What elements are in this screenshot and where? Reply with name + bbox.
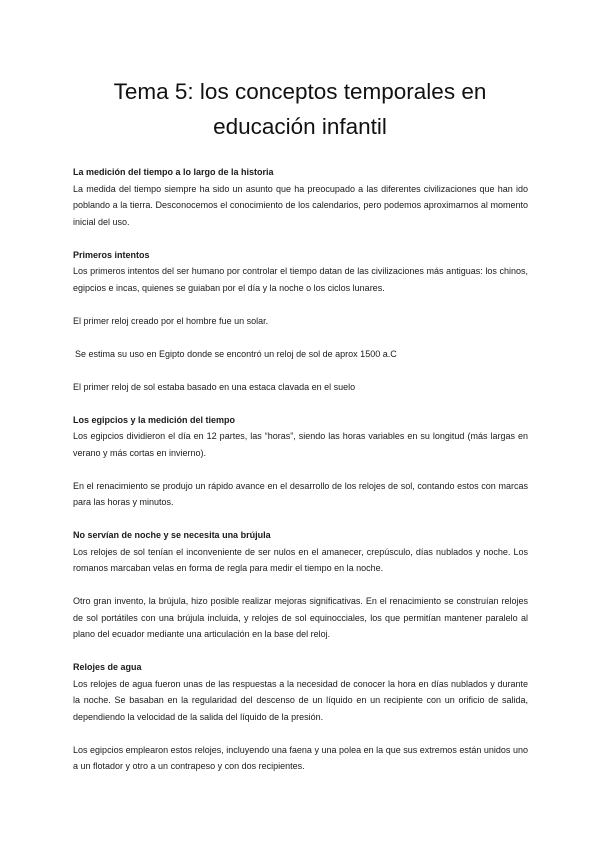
paragraph: El primer reloj de sol estaba basado en una estaca clavada en el suelo — [73, 381, 356, 392]
paragraph: Otro gran invento, la brújula, hizo posible realizar mejoras significativas. En el renacimiento se construían relojes de sol portátiles con una brújula incluida, y relojes de sol equinocciales, los que permitían mantener paralelo al plano del ecuador mediante una articulación en la base del reloj. — [73, 596, 528, 639]
paragraph: Los relojes de sol tenían el inconveniente de ser nulos en el amanecer, crepúsculo, días nublados y noche. Los romanos marcaban velas en forma de regla para medir el tiempo en la noche. — [73, 546, 528, 573]
section-heading-egipcios: Los egipcios y la medición del tiempo — [73, 414, 236, 425]
section-heading-brujula: No servían de noche y se necesita una brújula — [73, 530, 271, 540]
paragraph: Los primeros intentos del ser humano por controlar el tiempo datan de las civilizaciones más antiguas: los chinos, egipcios e incas, quienes se guiaban por el día y la noche o los ciclos lunares. — [73, 266, 528, 293]
section-heading-relojes-de-agua: Relojes de agua — [73, 662, 142, 672]
title-line-1: Tema 5: los conceptos temporales en — [113, 79, 487, 104]
section-heading-primeros-intentos: Primeros intentos — [73, 249, 150, 260]
section-heading-medicion: La medición del tiempo a lo largo de la historia — [73, 167, 274, 177]
document-body — [73, 164, 528, 775]
paragraph: Los egipcios dividieron el día en 12 partes, las “horas”, siendo las horas variables en su longitud (más largas en verano y más cortas en invierno). — [73, 431, 528, 458]
paragraph: Los relojes de agua fueron unas de las respuestas a la necesidad de conocer la hora en días nublados y durante la noche. Se basaban en la regularidad del descenso de un líquido en un recipiente con un orificio de salida, dependiendo la velocidad de la salida del líquido de la presión. — [73, 678, 528, 722]
page-title — [60, 74, 540, 144]
paragraph: La medida del tiempo siempre ha sido un asunto que ha preocupado a las diferentes civilizaciones que han ido poblando a la tierra. Desconocemos el conocimiento de los calendarios, pero podemos aproximarnos al momento inicial del uso. — [73, 183, 528, 227]
paragraph: El primer reloj creado por el hombre fue un solar. — [73, 315, 269, 326]
title-line-2: educación infantil — [213, 114, 387, 139]
paragraph: En el renacimiento se produjo un rápido avance en el desarrollo de los relojes de sol, contando estos con marcas para las horas y minutos. — [73, 480, 528, 507]
paragraph: Los egipcios emplearon estos relojes, incluyendo una faena y una polea en la que sus extremos están unidos uno a un flotador y otro a un contrapeso y con dos recipientes. — [73, 744, 528, 771]
paragraph: Se estima su uso en Egipto donde se encontró un reloj de sol de aprox 1500 a.C — [75, 348, 397, 359]
